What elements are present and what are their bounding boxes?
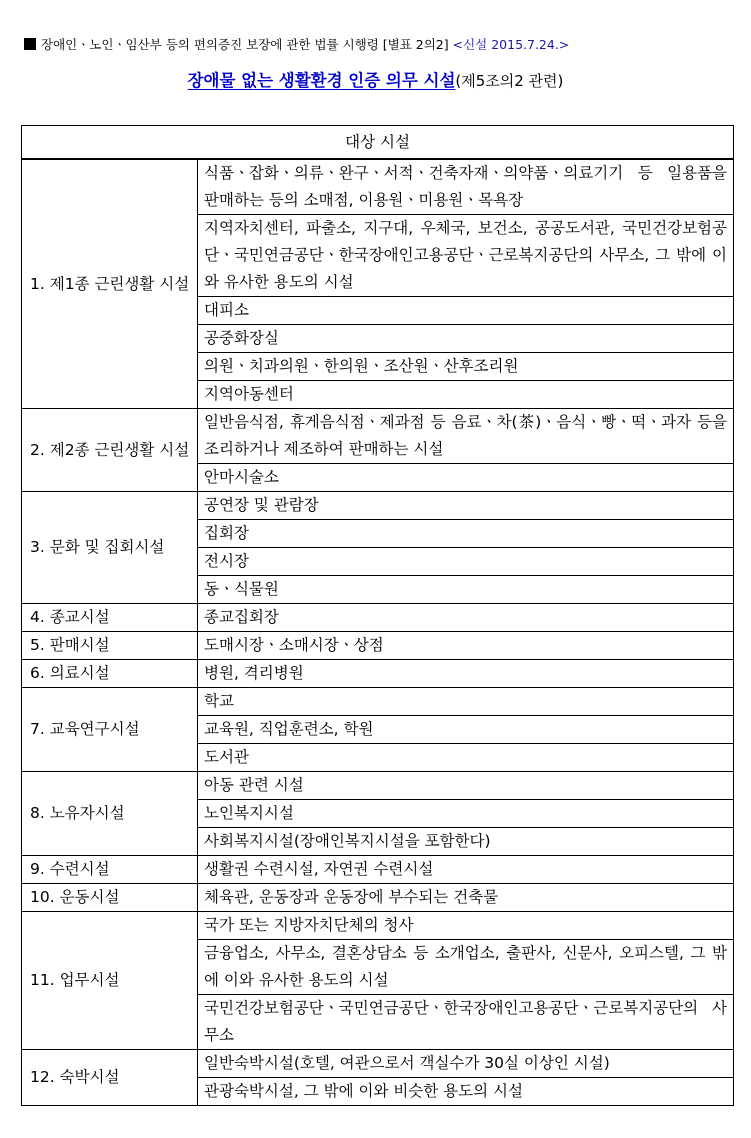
facility-item-cell: 안마시술소 (198, 464, 734, 492)
facility-item-cell: 종교집회장 (198, 604, 734, 632)
facility-item-cell: 도매시장ㆍ소매시장ㆍ상점 (198, 632, 734, 660)
facility-item-cell: 식품ㆍ잡화ㆍ의류ㆍ완구ㆍ서적ㆍ건축자재ㆍ의약품ㆍ의료기기 등 일용품을 판매하는 등의 소매점, 이용원ㆍ미용원ㆍ목욕장 (198, 159, 734, 215)
category-cell: 8. 노유자시설 (22, 772, 198, 856)
category-cell: 5. 판매시설 (22, 632, 198, 660)
table-header-row (22, 126, 734, 160)
facility-item-cell: 지역자치센터, 파출소, 지구대, 우체국, 보건소, 공공도서관, 국민건강보험공단ㆍ국민연금공단ㆍ한국장애인고용공단ㆍ근로복지공단의 사무소, 그 밖에 이와 유사한 용도의 시설 (198, 215, 734, 297)
facility-item-cell: 일반숙박시설(호텔, 여관으로서 객실수가 30실 이상인 시설) (198, 1050, 734, 1078)
table-row (22, 409, 734, 464)
table-row (22, 159, 734, 215)
table-body (22, 159, 734, 1106)
category-cell: 3. 문화 및 집회시설 (22, 492, 198, 604)
category-cell: 1. 제1종 근린생활 시설 (22, 159, 198, 409)
table-row (22, 772, 734, 800)
table-row (22, 856, 734, 884)
facility-item-cell: 공중화장실 (198, 325, 734, 353)
table-row (22, 688, 734, 716)
table-row (22, 884, 734, 912)
title-sub: (제5조의2 관련) (455, 72, 564, 90)
facility-item-cell: 국민건강보험공단ㆍ국민연금공단ㆍ한국장애인고용공단ㆍ근로복지공단의 사무소 (198, 995, 734, 1050)
table-row (22, 604, 734, 632)
facility-table (21, 125, 734, 1106)
facility-item-cell: 노인복지시설 (198, 800, 734, 828)
facility-item-cell: 아동 관련 시설 (198, 772, 734, 800)
facility-item-cell: 사회복지시설(장애인복지시설을 포함한다) (198, 828, 734, 856)
category-cell: 2. 제2종 근린생활 시설 (22, 409, 198, 492)
table-row (22, 492, 734, 520)
title-main: 장애물 없는 생활환경 인증 의무 시설 (187, 71, 456, 90)
facility-item-cell: 관광숙박시설, 그 밖에 이와 비슷한 용도의 시설 (198, 1078, 734, 1106)
table-row (22, 1050, 734, 1078)
facility-item-cell: 도서관 (198, 744, 734, 772)
table-row (22, 632, 734, 660)
table-header: 대상 시설 (22, 126, 734, 160)
category-cell: 4. 종교시설 (22, 604, 198, 632)
category-cell: 7. 교육연구시설 (22, 688, 198, 772)
facility-item-cell: 국가 또는 지방자치단체의 청사 (198, 912, 734, 940)
facility-item-cell: 교육원, 직업훈련소, 학원 (198, 716, 734, 744)
facility-item-cell: 일반음식점, 휴게음식점ㆍ제과점 등 음료ㆍ차(茶)ㆍ음식ㆍ빵ㆍ떡ㆍ과자 등을 조리하거나 제조하여 판매하는 시설 (198, 409, 734, 464)
category-cell: 6. 의료시설 (22, 660, 198, 688)
facility-item-cell: 학교 (198, 688, 734, 716)
header-text: 장애인ㆍ노인ㆍ임산부 등의 편의증진 보장에 관한 법률 시행령 [별표 2의2] (41, 37, 449, 52)
facility-item-cell: 병원, 격리병원 (198, 660, 734, 688)
facility-item-cell: 지역아동센터 (198, 381, 734, 409)
black-square-icon (24, 38, 36, 50)
facility-item-cell: 전시장 (198, 548, 734, 576)
category-cell: 9. 수련시설 (22, 856, 198, 884)
table-row (22, 660, 734, 688)
category-cell: 12. 숙박시설 (22, 1050, 198, 1106)
category-cell: 11. 업무시설 (22, 912, 198, 1050)
facility-item-cell: 공연장 및 관람장 (198, 492, 734, 520)
facility-item-cell: 동ㆍ식물원 (198, 576, 734, 604)
facility-item-cell: 체육관, 운동장과 운동장에 부수되는 건축물 (198, 884, 734, 912)
facility-item-cell: 금융업소, 사무소, 결혼상담소 등 소개업소, 출판사, 신문사, 오피스텔, 그 밖에 이와 유사한 용도의 시설 (198, 940, 734, 995)
category-cell: 10. 운동시설 (22, 884, 198, 912)
facility-item-cell: 대피소 (198, 297, 734, 325)
facility-item-cell: 집회장 (198, 520, 734, 548)
facility-item-cell: 의원ㆍ치과의원ㆍ한의원ㆍ조산원ㆍ산후조리원 (198, 353, 734, 381)
page-title (0, 70, 751, 92)
document-header (24, 37, 734, 53)
facility-item-cell: 생활권 수련시설, 자연권 수련시설 (198, 856, 734, 884)
table-row (22, 912, 734, 940)
header-source-note: <신설 2015.7.24.> (452, 37, 570, 52)
